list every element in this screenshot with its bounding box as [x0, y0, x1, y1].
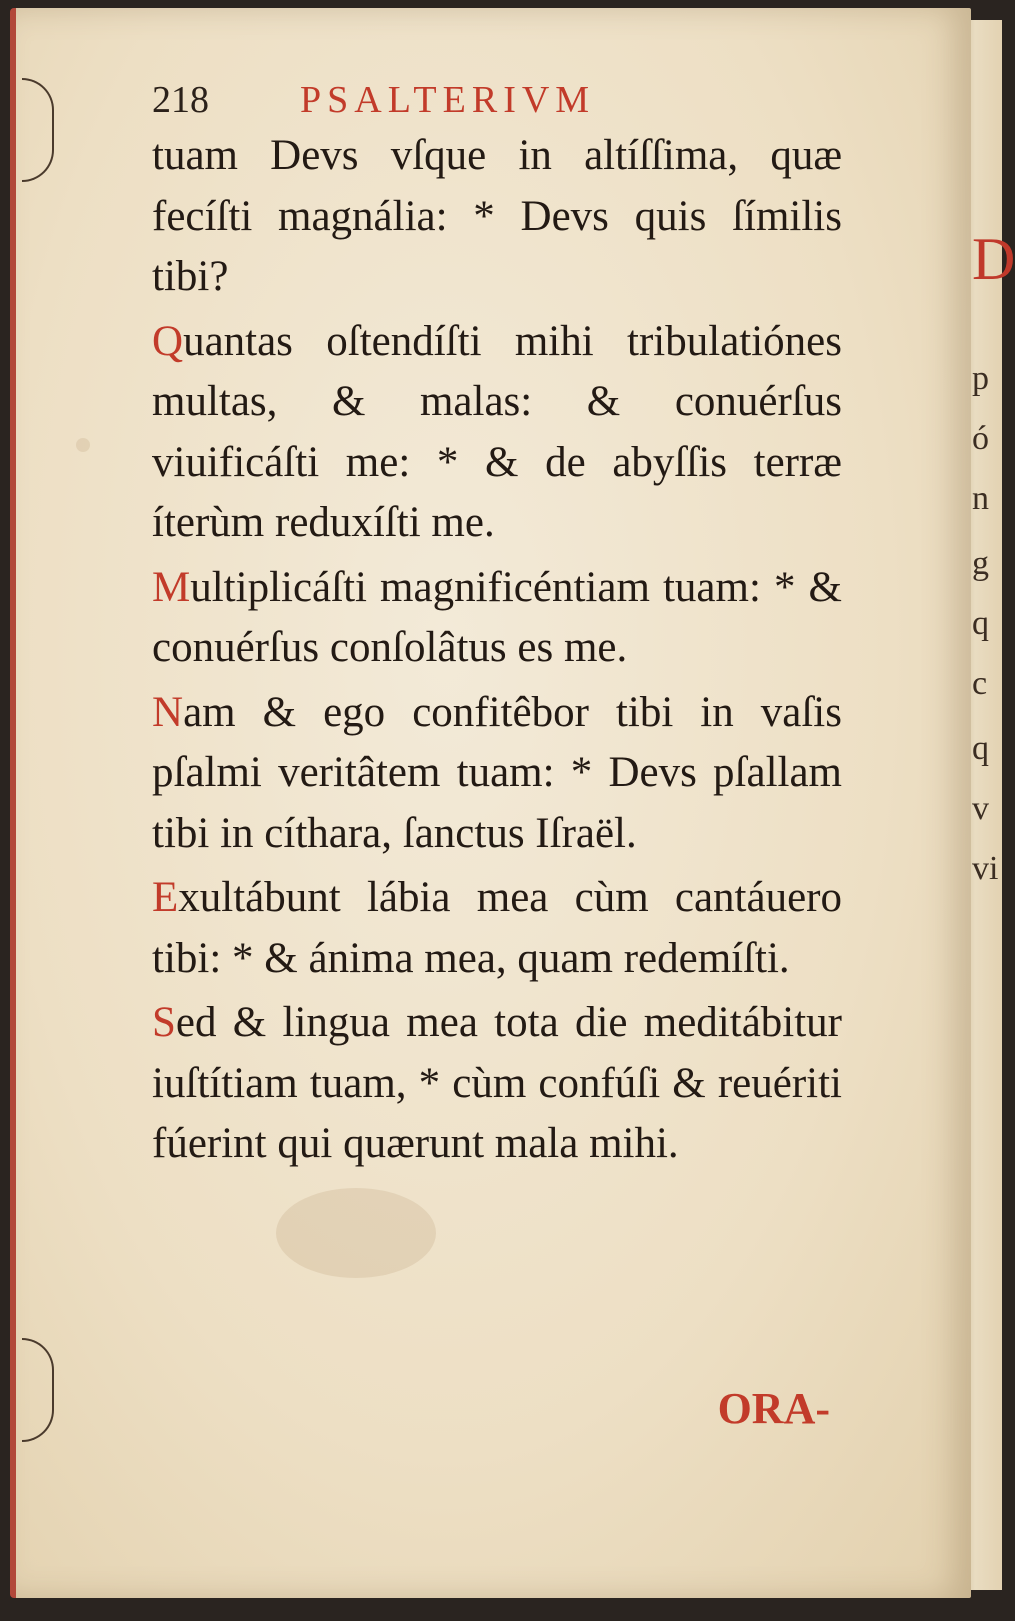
facing-fragment: p: [972, 360, 989, 397]
paper-stain: [276, 1188, 436, 1278]
psalm-text: [152, 126, 842, 1179]
facing-fragment: c: [972, 665, 988, 702]
verse-initial: M: [152, 563, 191, 611]
verse-text: ed & lingua mea tota die meditábitur iuſtítiam tuam, * cùm confúſi & reuériti fúerint qui quærunt mala mihi.: [152, 999, 842, 1167]
facing-fragment: q: [972, 730, 989, 767]
page-number: 218: [152, 79, 209, 121]
verse: [152, 993, 842, 1175]
facing-fragment: g: [972, 545, 989, 582]
facing-fragment: v: [972, 790, 989, 827]
verse: [152, 868, 842, 989]
verse-text: am & ego confitêbor tibi in vaſis pſalmi veritâtem tuam: * Devs pſallam tibi in cíthara, ſanctus Iſraël.: [152, 688, 842, 857]
verse-text: xultábunt lábia mea cùm cantáuero tibi: * & ánima mea, quam redemíſti.: [152, 874, 842, 982]
ink-spot: [76, 438, 90, 452]
verse: [152, 312, 842, 554]
verse-initial: S: [152, 999, 176, 1046]
verse-initial: E: [152, 874, 179, 921]
facing-fragment: n: [972, 480, 989, 517]
running-title: PSALTERIVM: [300, 79, 596, 121]
facing-fragment: vi: [972, 850, 999, 887]
verse-text: tuam Devs vſque in altíſſima, quæ fecíſti magnália: * Devs quis ſímilis tibi?: [152, 132, 842, 300]
verse-text: ultiplicáſti magnificéntiam tuam: * & conuérſus conſolâtus es me.: [152, 563, 842, 671]
verse: [152, 683, 842, 865]
page-header: [152, 70, 852, 130]
verse-text: uantas oſtendíſti mihi tribulatiónes multas, & malas: & conuérſus viuificáſti me: * & de abyſſis terræ íterùm reduxíſti me.: [152, 317, 842, 546]
facing-fragment: ó: [972, 420, 989, 457]
binding-ring-bottom: [22, 1338, 54, 1442]
facing-fragment: D: [972, 226, 1015, 292]
verse-initial: Q: [152, 317, 184, 365]
facing-fragment: q: [972, 605, 989, 642]
verse: [152, 558, 842, 679]
binding-ring-top: [22, 78, 54, 182]
verse-initial: N: [152, 688, 184, 736]
catchword: ORA-: [717, 1384, 830, 1433]
verse: [152, 126, 842, 308]
